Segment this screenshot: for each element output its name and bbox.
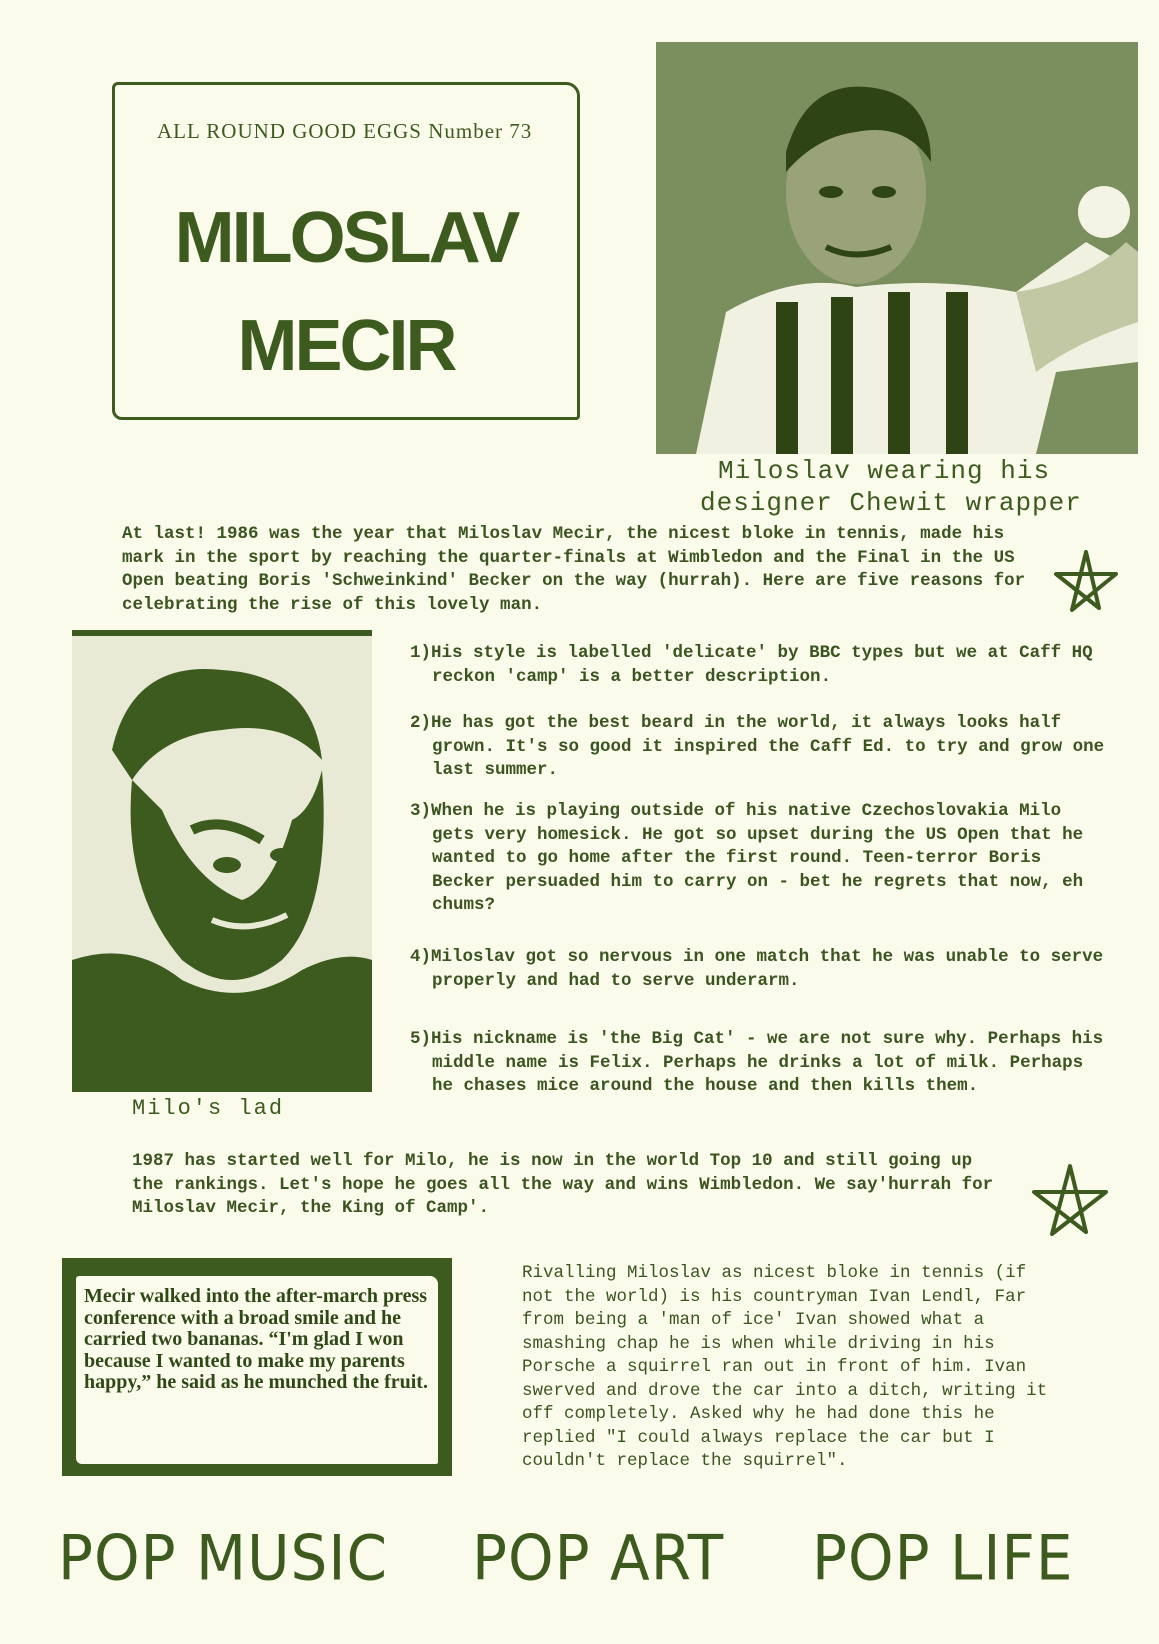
reason-1 [410,642,1110,689]
top-photo-caption-line1: Miloslav wearing his [718,456,1051,486]
milo-lad-photo-image [72,630,372,1092]
reason-2 [410,712,1110,783]
reason-5-text: 5)His nickname is 'the Big Cat' - we are not sure why. Perhaps his middle name is Felix. Perhaps he drinks a lot of milk. Perhaps he chases mice around the house and then kills them. [410,1029,1104,1096]
newspaper-clipping [62,1258,452,1476]
reason-1-text: 1)His style is labelled 'delicate' by BBC types but we at Caff HQ reckon 'camp' is a better description. [410,643,1093,687]
footer-pop-music: POP MUSIC [58,1521,388,1595]
reason-3 [410,800,1110,918]
milo-lad-photo [72,630,372,1092]
title-box [112,82,580,420]
reason-3-text: 3)When he is playing outside of his native Czechoslovakia Milo gets very homesick. He got so upset during the US Open that he wanted to go home after the first round. Teen-terror Boris Becker persuaded him to carry on - bet he regrets that now, eh chums? [410,801,1084,915]
clipping-text: Mecir walked into the after-march press conference with a broad smile and he carried two bananas. “I'm glad I won because I wanted to make my parents happy,” he said as he munched the fruit. [84,1285,428,1393]
reason-2-text: 2)He has got the best beard in the world, it always looks half grown. It's so good it inspired the Caff Ed. to try and grow one last summer. [410,713,1105,780]
rival-paragraph: Rivalling Miloslav as nicest bloke in tennis (if not the world) is his countryman Ivan Lendl, Far from being a 'man of ice' Ivan showed what a smashing chap he is when while driving in his Porsche a squirrel ran out in front of him. Ivan swerved and drove the car into a ditch, writing it off completely. Asked why he had done this he replied "I could always replace the car but I couldn't replace the squirrel". [522,1263,1048,1471]
top-photo-caption-line2: designer Chewit wrapper [700,488,1082,518]
player-photo-tennis-image [656,42,1138,454]
star-doodle-icon [1030,1162,1110,1238]
reason-4-text: 4)Miloslav got so nervous in one match that he was unable to serve properly and had to serve underarm. [410,947,1104,991]
left-photo-caption: Milo's lad [132,1096,285,1121]
reason-5 [410,1028,1110,1099]
player-photo-tennis [656,42,1138,454]
headline-last-name: MECIR [237,306,455,386]
footer-pop-art: POP ART [472,1521,725,1595]
reason-4 [410,946,1110,993]
headline-first-name: MILOSLAV [174,198,518,278]
issue-line: ALL ROUND GOOD EGGS Number 73 [157,119,533,143]
outro-paragraph: 1987 has started well for Milo, he is now in the world Top 10 and still going up the rankings. Let's hope he goes all the way and wins Wimbledon. We say'hurrah for Miloslav Mecir, the King of Camp'. [132,1151,994,1218]
star-doodle-icon [1052,548,1120,616]
footer-pop-life: POP LIFE [812,1521,1074,1595]
intro-paragraph: At last! 1986 was the year that Miloslav Mecir, the nicest bloke in tennis, made his mark in the sport by reaching the quarter-finals at Wimbledon and the Final in the US Open beating Boris 'Schweinkind' Becker on the way (hurrah). Here are five reasons for celebrating the rise of this lovely man. [122,524,1026,615]
